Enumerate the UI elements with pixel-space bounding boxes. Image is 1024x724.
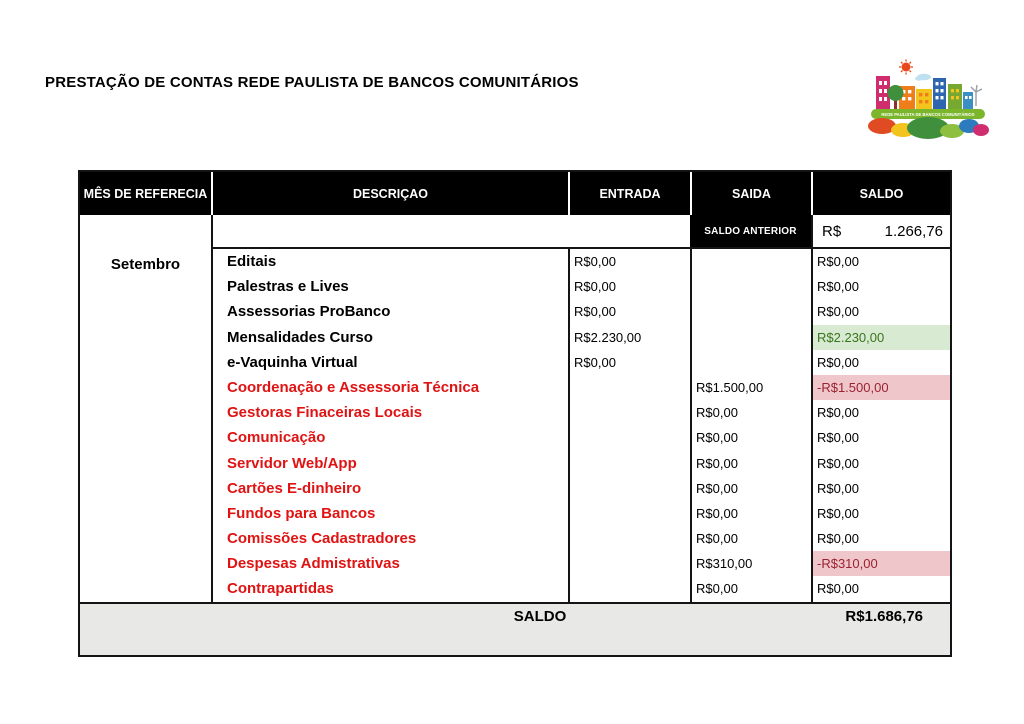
entrada-value: R$2.230,00 — [574, 329, 642, 345]
desc-cartoes: Cartões E-dinheiro — [227, 479, 362, 497]
header-entrada: ENTRADA — [568, 172, 690, 215]
entrada-value: R$0,00 — [574, 254, 616, 269]
entrada-value: R$0,00 — [574, 304, 616, 320]
saida-value — [692, 325, 811, 350]
entrada-value — [570, 576, 690, 601]
saida-value: R$0,00 — [696, 531, 738, 547]
saldo-anterior-label: SALDO ANTERIOR — [690, 215, 811, 249]
logo-banner-text: REDE PAULISTA DE BANCOS COMUNITÁRIOS — [881, 112, 975, 117]
saldo-anterior-amount: 1.266,76 — [884, 222, 943, 240]
desc-coordenacao: Coordenação e Assessoria Técnica — [227, 378, 480, 396]
saldo-value: R$0,00 — [817, 531, 859, 547]
entrada-value — [570, 425, 690, 450]
entrada-value — [570, 375, 690, 400]
saida-value: R$0,00 — [696, 430, 738, 446]
desc-servidor: Servidor Web/App — [227, 454, 357, 472]
desc-mensalidades: Mensalidades Curso — [227, 328, 373, 346]
saldo-value: R$0,00 — [817, 480, 859, 496]
header-mes-de-referencia: MÊS DE REFERECIA — [80, 172, 211, 215]
desc-comunicacao: Comunicação — [227, 429, 326, 447]
month-cell: Setembro — [80, 249, 211, 602]
saida-value — [692, 274, 811, 299]
saldo-anterior-value-cell — [811, 215, 950, 249]
saida-value: R$0,00 — [696, 405, 738, 421]
saida-value: R$0,00 — [696, 480, 738, 496]
desc-editais: Editais — [227, 253, 277, 270]
saldo-anterior-currency: R$ — [822, 222, 842, 240]
page-title: PRESTAÇÃO DE CONTAS REDE PAULISTA DE BANCOS COMUNITÁRIOS — [45, 74, 579, 91]
saldo-value: R$0,00 — [817, 304, 859, 320]
descricao-column — [211, 249, 568, 602]
entrada-value — [570, 400, 690, 425]
saldo-anterior-empty-cell — [211, 215, 690, 249]
entrada-value — [570, 551, 690, 576]
header-saldo: SALDO — [811, 172, 950, 215]
desc-contrapartidas: Contrapartidas — [227, 580, 334, 598]
rede-paulista-logo — [866, 56, 992, 144]
saldo-value: R$0,00 — [817, 505, 859, 521]
saldo-value: R$0,00 — [817, 455, 859, 471]
desc-fundos: Fundos para Bancos — [227, 504, 376, 522]
saldo-value: R$0,00 — [817, 279, 859, 295]
entrada-value: R$0,00 — [574, 354, 616, 370]
saida-value — [692, 350, 811, 375]
table-header-row — [80, 172, 950, 215]
accounts-table — [78, 170, 952, 657]
footer-saldo-label: SALDO — [513, 607, 567, 625]
saldo-value-negative-highlight: -R$1.500,00 — [813, 375, 950, 400]
city-skyline-logo-icon — [866, 56, 992, 144]
entrada-value — [570, 526, 690, 551]
desc-despesas: Despesas Admistrativas — [227, 555, 400, 573]
saldo-anterior-mes-spacer — [80, 215, 211, 249]
header-saida: SAIDA — [690, 172, 811, 215]
saldo-value: R$0,00 — [817, 254, 859, 269]
saida-column — [690, 249, 811, 602]
saida-value — [692, 299, 811, 324]
entrada-value — [570, 451, 690, 476]
saldo-value: R$0,00 — [817, 581, 859, 597]
saldo-value-positive-highlight: R$2.230,00 — [813, 325, 950, 350]
saldo-value-negative-highlight: -R$310,00 — [813, 551, 950, 576]
saldo-value: R$0,00 — [817, 405, 859, 421]
entrada-value: R$0,00 — [574, 279, 616, 295]
entrada-value — [570, 476, 690, 501]
saida-value: R$310,00 — [696, 556, 753, 572]
entrada-column — [568, 249, 690, 602]
saida-value: R$0,00 — [696, 581, 738, 597]
entrada-value — [570, 501, 690, 526]
saida-value: R$0,00 — [696, 505, 738, 521]
saida-value: R$0,00 — [696, 455, 738, 471]
table-footer-row — [80, 602, 950, 655]
header-descricao: DESCRIÇAO — [211, 172, 568, 215]
desc-comissoes: Comissões Cadastradores — [227, 530, 417, 548]
desc-assessorias: Assessorias ProBanco — [227, 303, 391, 321]
saida-value — [692, 249, 811, 274]
saldo-value: R$0,00 — [817, 430, 859, 446]
desc-palestras: Palestras e Lives — [227, 278, 349, 296]
footer-saldo-total: R$1.686,76 — [845, 607, 923, 625]
saida-value: R$1.500,00 — [696, 379, 764, 395]
table-body — [80, 249, 950, 602]
desc-gestoras: Gestoras Finaceiras Locais — [227, 404, 423, 422]
saldo-value: R$0,00 — [817, 354, 859, 370]
saldo-anterior-row — [80, 215, 950, 249]
saldo-column — [811, 249, 950, 602]
desc-evaquinha: e-Vaquinha Virtual — [227, 353, 358, 371]
